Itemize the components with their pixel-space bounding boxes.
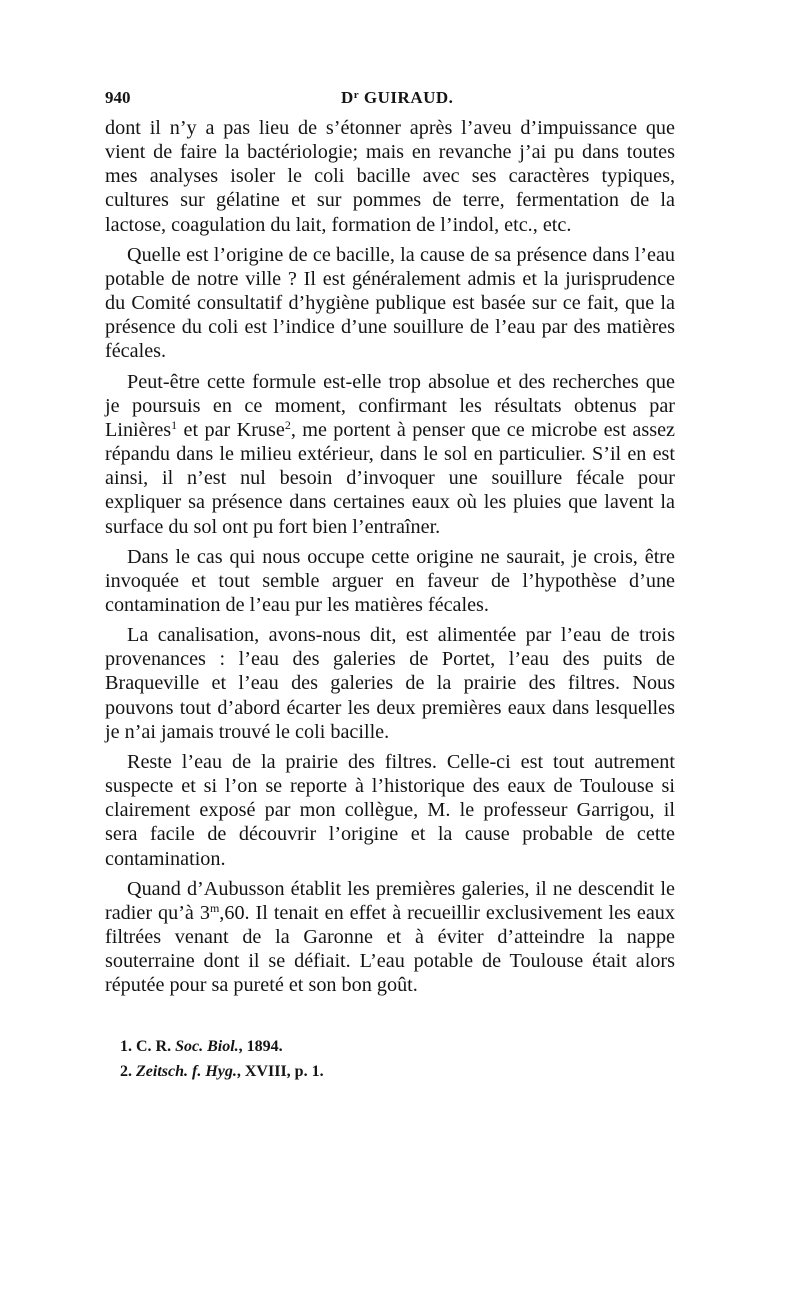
text-segment: Quelle est l’origine de ce bacille, la cause de sa présence dans l’eau potable de notre ville ? Il est généralement admis et la jurisprudence du Comité consultatif d’hygiène publique est basée sur ce fait, que la présence du coli est l’indice d’une souillure de l’eau par des matières fécales. — [105, 243, 675, 363]
text-segment: ,60. Il tenait en effet à recueillir exclusivement les eaux filtrées venant de la Garonne et à éviter d’atteindre la nappe souterraine dont il se défiait. L’eau potable de Toulouse était alors réputée pour sa pureté et son bon goût. — [105, 901, 675, 997]
header-title-prefix: D — [341, 88, 354, 107]
page-number: 940 — [105, 88, 131, 107]
footnote-text: 2. — [120, 1063, 136, 1080]
paragraph — [105, 623, 675, 744]
footnote-text: , 1894. — [238, 1038, 283, 1055]
footnote — [120, 1059, 640, 1084]
text-segment: Quand d’Aubusson établit les premières galeries, il ne descendit le radier qu’à 3 — [105, 877, 675, 924]
text-segment: Reste l’eau de la prairie des filtres. Celle-ci est tout autrement suspecte et si l’on se reporte à l’historique des eaux de Toulouse si clairement exposé par mon collègue, M. le professeur Garrigou, il sera facile de découvrir l’origine et la cause probable de cette contamination. — [105, 750, 675, 870]
text-segment: , me portent à penser que ce microbe est assez répandu dans le milieu extérieur, dans le sol en particulier. S’il en est ainsi, il n’est nul besoin d’invoquer une souillure fécale pour expliquer sa présence dans certaines eaux où les pluies que lavent la surface du sol ont pu fort bien l’entraîner. — [105, 418, 675, 538]
body-text — [105, 116, 675, 1003]
header-title — [341, 88, 453, 108]
footnote-title: Zeitsch. f. Hyg. — [136, 1063, 237, 1080]
footnote-text: , XVIII, p. 1. — [236, 1063, 324, 1080]
footnote-title: Soc. Biol. — [175, 1038, 239, 1055]
text-segment: Dans le cas qui nous occupe cette origine ne saurait, je crois, être invoquée et tout semble arguer en faveur de l’hypothèse d’une contamination de l’eau pur les matières fécales. — [105, 545, 675, 616]
text-segment: et par Kruse — [177, 418, 285, 441]
paragraph — [105, 370, 675, 539]
paragraph — [105, 877, 675, 998]
text-segment: dont il n’y a pas lieu de s’étonner après l’aveu d’impuissance que vient de faire la bactériologie; mais en revanche j’ai pu dans toutes mes analyses isoler le coli bacille avec ses caractères typiques, cultures sur gélatine et sur pommes de terre, fermentation de la lactose, coagulation du lait, formation de l’indol, etc., etc. — [105, 117, 675, 236]
text-segment: La canalisation, avons-nous dit, est alimentée par l’eau de trois provenances : l’eau des galeries de Portet, l’eau des puits de Braqueville et l’eau des galeries de la prairie des filtres. Nous pouvons tout d’abord écarter les deux premières eaux dans lesquelles je n’ai jamais trouvé le coli bacille. — [105, 624, 675, 743]
paragraph — [105, 545, 675, 617]
text-segment: Peut-être cette formule est-elle trop absolue et des recherches que je poursuis en ce moment, confirmant les résultats obtenus par Linières — [105, 370, 675, 441]
footnotes — [120, 1034, 640, 1084]
footnote — [120, 1034, 640, 1059]
superscript: 2 — [284, 417, 291, 432]
paragraph — [105, 750, 675, 871]
paragraph — [105, 243, 675, 364]
footnote-text: 1. C. R. — [120, 1038, 176, 1055]
superscript: 1 — [171, 417, 178, 432]
paragraph — [105, 116, 675, 237]
running-head — [105, 88, 675, 112]
header-title-name: GUIRAUD. — [363, 88, 454, 107]
header-title-sup: r — [353, 89, 360, 101]
superscript: m — [209, 900, 220, 915]
